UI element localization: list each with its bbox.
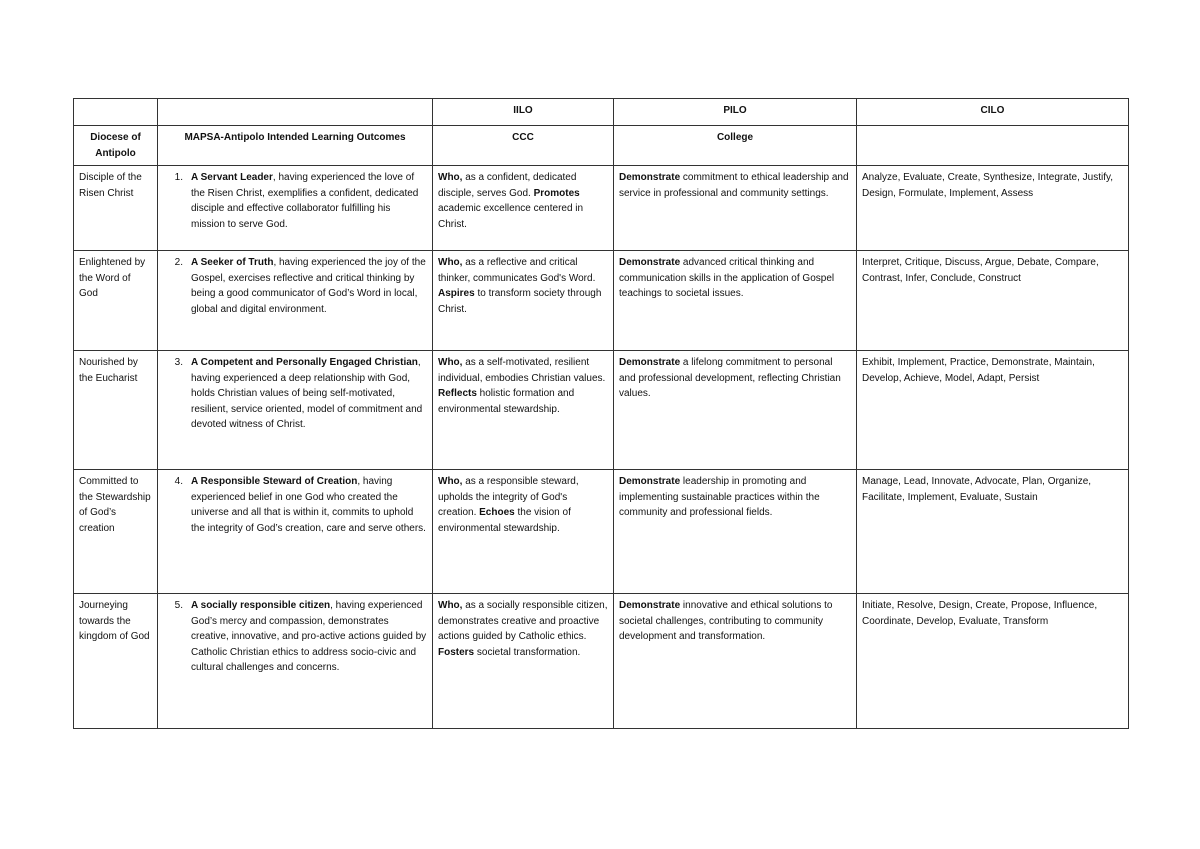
- iilo-who: Who,: [438, 600, 463, 611]
- cilo-cell: Exhibit, Implement, Practice, Demonstrate, Maintain, Develop, Achieve, Model, Adapt, Persist: [857, 351, 1129, 470]
- iilo-text-1: as a self-motivated, resilient individual, embodies Christian values.: [438, 357, 606, 384]
- outcome-number: 5.: [174, 600, 183, 611]
- iilo-cell: [433, 470, 614, 594]
- pilo-text: innovative and ethical solutions to societal challenges, contributing to community development and transformation.: [619, 600, 833, 642]
- mapsa-header: MAPSA-Antipolo Intended Learning Outcomes: [158, 126, 433, 166]
- header-row-2: [74, 126, 1129, 166]
- iilo-cell: [433, 251, 614, 351]
- pilo-verb: Demonstrate: [619, 476, 681, 487]
- mapsa-cell: [158, 470, 433, 594]
- outcome-number: 4.: [174, 476, 183, 487]
- outcome-description: , having experienced belief in one God who created the universe and all that is within it, commits to uphold the integrity of God’s creation, care and serve others.: [191, 476, 426, 534]
- outcome-title: A Responsible Steward of Creation: [191, 476, 358, 487]
- diocese-cell: Enlightened by the Word of God: [74, 251, 158, 351]
- table-row: [74, 470, 1129, 594]
- pilo-cell: [614, 594, 857, 729]
- diocese-cell: Committed to the Stewardship of God’s creation: [74, 470, 158, 594]
- iilo-who: Who,: [438, 172, 463, 183]
- iilo-text-2: societal transformation.: [474, 646, 581, 658]
- outcome-title: A Competent and Personally Engaged Christian: [191, 357, 418, 368]
- iilo-text-1: as a socially responsible citizen, demonstrates creative and proactive actions guided by Catholic ethics.: [438, 600, 608, 642]
- header-empty-cell-2: [158, 99, 433, 126]
- pilo-cell: [614, 251, 857, 351]
- iilo-who: Who,: [438, 357, 463, 368]
- diocese-cell: Journeying towards the kingdom of God: [74, 594, 158, 729]
- pilo-verb: Demonstrate: [619, 257, 681, 268]
- header-empty-cell-1: [74, 99, 158, 126]
- iilo-verb: Reflects: [438, 388, 477, 399]
- diocese-header: Diocese of Antipolo: [74, 126, 158, 166]
- mapsa-cell: [158, 594, 433, 729]
- outcome-title: A Seeker of Truth: [191, 257, 274, 268]
- diocese-cell: Disciple of the Risen Christ: [74, 166, 158, 251]
- iilo-cell: [433, 351, 614, 470]
- pilo-text: a lifelong commitment to personal and professional development, reflecting Christian values.: [619, 357, 841, 399]
- outcome-number: 3.: [174, 357, 183, 368]
- iilo-verb: Echoes: [479, 507, 515, 518]
- table-row: [74, 594, 1129, 729]
- iilo-verb: Fosters: [438, 646, 475, 658]
- college-header: College: [614, 126, 857, 166]
- pilo-header: PILO: [614, 99, 857, 126]
- cilo-cell: Interpret, Critique, Discuss, Argue, Debate, Compare, Contrast, Infer, Conclude, Construct: [857, 251, 1129, 351]
- iilo-verb: Promotes: [533, 187, 580, 199]
- table-row: [74, 166, 1129, 251]
- table-row: [74, 351, 1129, 470]
- iilo-text-2: the vision of environmental stewardship.: [438, 507, 571, 534]
- outcome-number: 2.: [174, 257, 183, 268]
- header-empty-cell-3: [857, 126, 1129, 166]
- outcome-title: A socially responsible citizen: [191, 600, 331, 611]
- iilo-who: Who,: [438, 257, 463, 268]
- table-row: [74, 251, 1129, 351]
- iilo-text-2: academic excellence centered in Christ.: [438, 203, 584, 230]
- iilo-cell: [433, 166, 614, 251]
- mapsa-cell: [158, 166, 433, 251]
- pilo-cell: [614, 166, 857, 251]
- pilo-verb: Demonstrate: [619, 600, 681, 611]
- pilo-cell: [614, 351, 857, 470]
- cilo-header: CILO: [857, 99, 1129, 126]
- pilo-verb: Demonstrate: [619, 357, 681, 368]
- iilo-text-1: as a reflective and critical thinker, communicates God's Word.: [438, 257, 596, 284]
- iilo-cell: [433, 594, 614, 729]
- header-row-1: [74, 99, 1129, 126]
- outcome-number: 1.: [174, 172, 183, 183]
- pilo-text: advanced critical thinking and communication skills in the application of Gospel teachings to societal issues.: [619, 257, 835, 299]
- outcome-description: , having experienced a deep relationship with God, holds Christian values of being self-motivated, resilient, service oriented, model of commitment and devoted witness of Christ.: [191, 357, 423, 430]
- cilo-cell: Analyze, Evaluate, Create, Synthesize, Integrate, Justify, Design, Formulate, Implement, Assess: [857, 166, 1129, 251]
- cilo-cell: Initiate, Resolve, Design, Create, Propose, Influence, Coordinate, Develop, Evaluate, Transform: [857, 594, 1129, 729]
- outcome-description: , having experienced God’s mercy and compassion, demonstrates creative, innovative, and pro-active actions guided by Catholic Christian ethics to address socio-civic and cultural challenges and concerns.: [191, 600, 427, 673]
- iilo-text-1: as a confident, dedicated disciple, serves God.: [438, 172, 577, 199]
- ccc-header: CCC: [433, 126, 614, 166]
- iilo-verb: Aspires: [438, 288, 475, 299]
- pilo-verb: Demonstrate: [619, 172, 681, 183]
- mapsa-cell: [158, 351, 433, 470]
- outcome-title: A Servant Leader: [191, 172, 273, 183]
- outcome-description: , having experienced the joy of the Gospel, exercises reflective and critical thinking by being a good communicator of God’s Word in local, global and digital environment.: [191, 257, 426, 315]
- mapsa-cell: [158, 251, 433, 351]
- pilo-text: leadership in promoting and implementing sustainable practices within the community and professional fields.: [619, 476, 820, 518]
- iilo-text-1: as a responsible steward, upholds the integrity of God's creation.: [438, 476, 579, 518]
- pilo-cell: [614, 470, 857, 594]
- outcome-description: , having experienced the love of the Risen Christ, exemplifies a confident, dedicated disciple and effective collaborator fulfilling his mission to serve God.: [191, 172, 419, 230]
- pilo-text: commitment to ethical leadership and service in professional and community settings.: [619, 172, 849, 199]
- learning-outcomes-table: [73, 98, 1129, 729]
- diocese-cell: Nourished by the Eucharist: [74, 351, 158, 470]
- cilo-cell: Manage, Lead, Innovate, Advocate, Plan, Organize, Facilitate, Implement, Evaluate, Sustain: [857, 470, 1129, 594]
- iilo-who: Who,: [438, 476, 463, 487]
- iilo-header: IILO: [433, 99, 614, 126]
- iilo-text-2: to transform society through Christ.: [438, 288, 602, 315]
- iilo-text-2: holistic formation and environmental stewardship.: [438, 388, 575, 415]
